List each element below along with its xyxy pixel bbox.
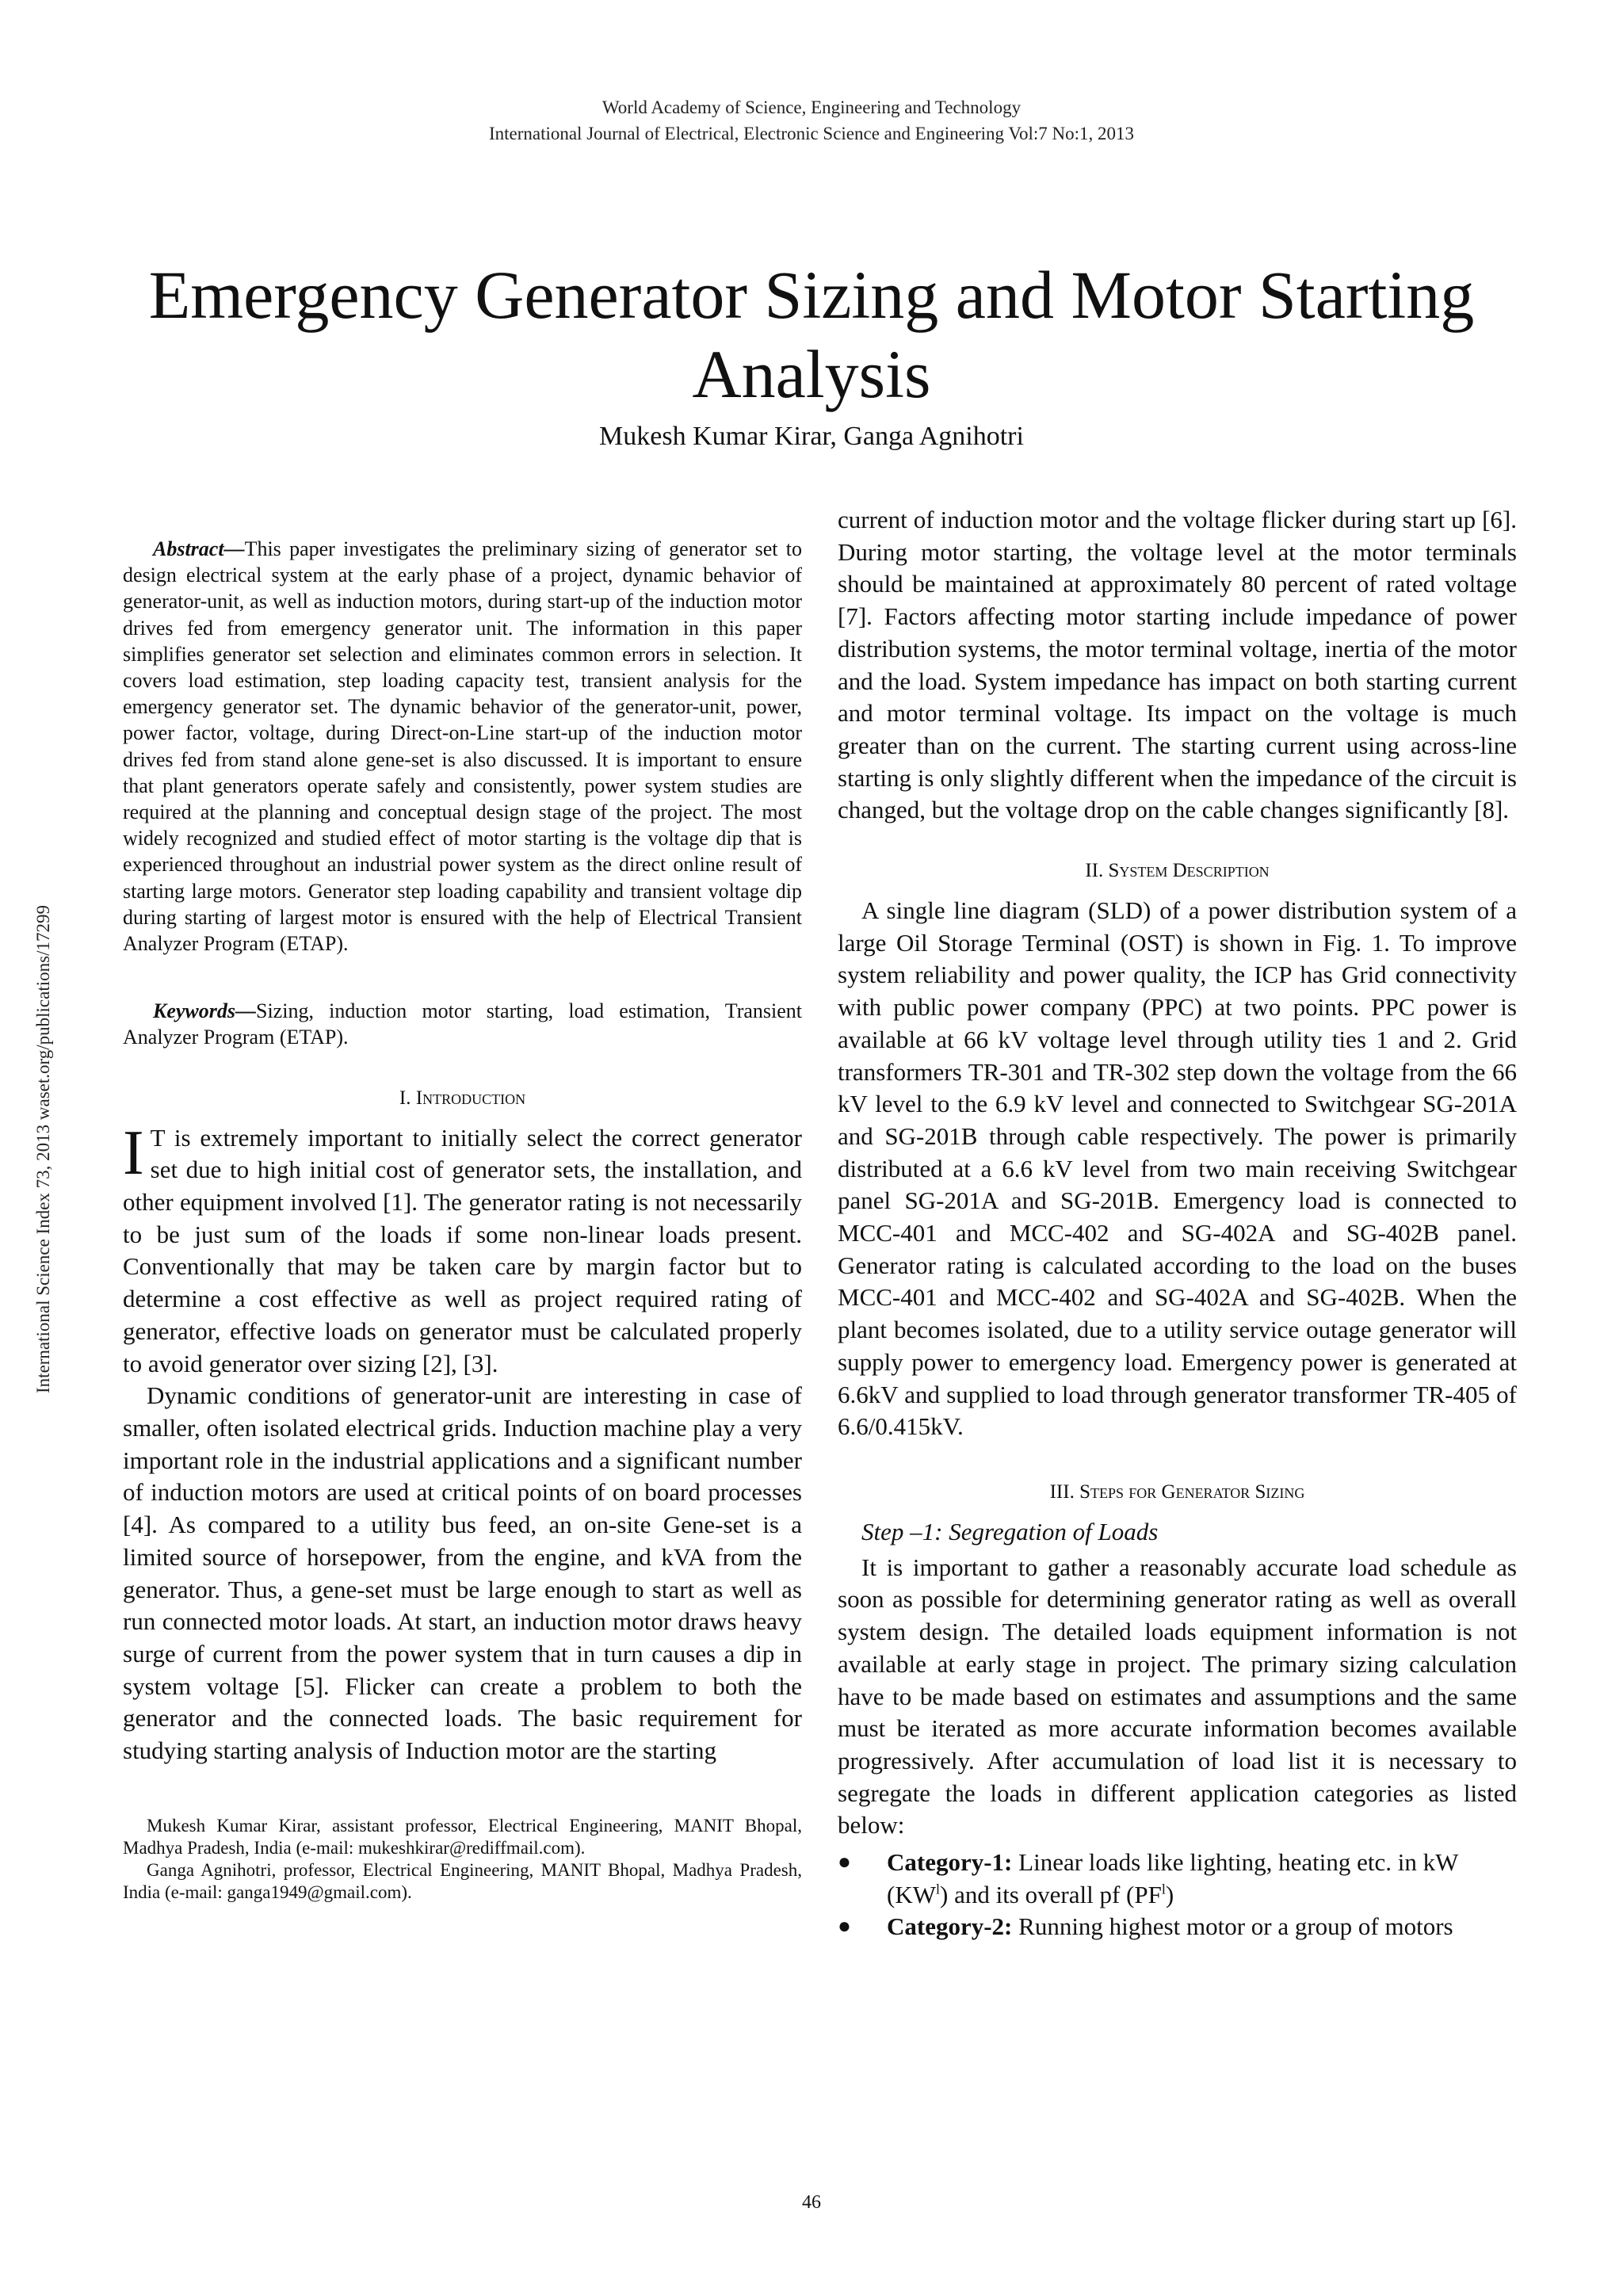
paper-title-line1: Emergency Generator Sizing and Motor Starting bbox=[148, 257, 1475, 333]
category-list bbox=[838, 1847, 1517, 1943]
abstract bbox=[123, 536, 802, 957]
intro-paragraph-1-text: T is extremely important to initially select the correct generator set due to high initial cost of generator sets, the installation, and other equipment involved [1]. The generator rating is not necessarily to be just sum of the loads if some non-linear loads present. Conventionally that may be taken care by margin factor but to determine a cost effective as well as project required rating of generator, effective loads on generator must be calculated properly to avoid generator over sizing [2], [3]. bbox=[123, 1123, 802, 1377]
page-number: 46 bbox=[802, 2192, 821, 2213]
abstract-label: Abstract— bbox=[153, 537, 245, 560]
bullet-icon: ● bbox=[838, 1914, 851, 1939]
footnotes bbox=[123, 1815, 802, 1904]
category-label: Category-2: bbox=[887, 1912, 1013, 1941]
step1-paragraph: It is important to gather a reasonably accurate load schedule as soon as possible for determining generator rating as well as overall system design. The detailed loads equipment information is not available at early stage in project. The primary sizing calculation have to be made based on estimates and assumptions and the same must be iterated as more accurate information becomes available progressively. After accumulation of load list it is necessary to segregate the loads in different application categories as listed below: bbox=[838, 1553, 1517, 1839]
category-label: Category-1: bbox=[887, 1848, 1013, 1877]
intro-continuation: current of induction motor and the voltage flicker during start up [6]. During motor starting, the voltage level at the motor terminals should be maintained at approximately 80 percent of rated voltage [7]. Factors affecting motor starting include impedance of power distribution systems, the motor terminal voltage, inertia of the motor and the load. System impedance has impact on both starting current and motor terminal voltage. Its impact on the voltage is much greater than on the current. The starting current using across-line starting is only slightly different when the impedance of the circuit is changed, but the voltage drop on the cable changes significantly [8]. bbox=[838, 506, 1517, 824]
left-column bbox=[123, 536, 802, 1904]
keywords-label: Keywords— bbox=[153, 999, 256, 1023]
system-description-paragraph: A single line diagram (SLD) of a power distribution system of a large Oil Storage Terminal (OST) is shown in Fig. 1. To improve system reliability and power quality, the ICP has Grid connectivity with public power company (PPC) at two points. PPC power is available at 66 kV voltage level through utility ties 1 and 2. Grid transformers TR-301 and TR-302 step down the voltage from the 66 kV level to the 6.9 kV level and connected to Switchgear SG-201A and SG-201B through cable respectively. The power is primarily distributed at a 6.6 kV level from two main receiving Switchgear panel SG-201A and SG-201B. Emergency load is connected to MCC-401 and MCC-402 and SG-402A and SG-402B panel. Generator rating is calculated according to the load on the buses MCC-401 and MCC-402 and SG-402A and SG-402B. When the plant becomes isolated, due to a utility service outage generator will supply power to emergency load. Emergency power is generated at 6.6kV and supplied to load through generator transformer TR-405 of 6.6/0.415kV. bbox=[838, 896, 1517, 1441]
drop-cap: I bbox=[123, 1117, 144, 1188]
section-heading-generator-sizing: III. Steps for Generator Sizing bbox=[1049, 1480, 1305, 1503]
section-heading-system-description: II. System Description bbox=[1085, 860, 1270, 882]
footnote-author-1: Mukesh Kumar Kirar, assistant professor, Electrical Engineering, MANIT Bhopal, Madhya Pradesh, India (e-mail: mukeshkirar@rediffmail.com). bbox=[123, 1815, 802, 1858]
keywords-text: Sizing, induction motor starting, load estimation, Transient Analyzer Program (ETAP). bbox=[123, 999, 802, 1049]
superscript: l bbox=[1161, 1881, 1166, 1897]
category-text: ) bbox=[1165, 1880, 1174, 1908]
intro-paragraph-2: Dynamic conditions of generator-unit are interesting in case of smaller, often isolated electrical grids. Induction machine play a very important role in the industrial applications and a significant number of induction motors are used at critical points of on board processes [4]. As compared to a utility bus feed, an on-site Gene-set is a limited source of horsepower, from the engine, and kVA from the generator. Thus, a gene-set must be large enough to start as well as run connected motor loads. At start, an induction motor draws heavy surge of current from the power system that in turn causes a dip in system voltage [5]. Flicker can create a problem to both the generator and the connected loads. The basic requirement for studying starting analysis of Induction motor are the starting bbox=[123, 1381, 802, 1765]
authors: Mukesh Kumar Kirar, Ganga Agnihotri bbox=[599, 422, 1024, 451]
paper-title-line2: Analysis bbox=[692, 336, 931, 412]
sidebar-citation: International Science Index 73, 2013 waset.org/publications/17299 bbox=[33, 905, 53, 1393]
right-column bbox=[838, 504, 1517, 1943]
section-heading-introduction: I. Introduction bbox=[399, 1087, 526, 1109]
list-item bbox=[838, 1847, 1517, 1911]
intro-paragraph-1 bbox=[123, 1117, 802, 1381]
abstract-text: This paper investigates the preliminary sizing of generator set to design electrical system at the early phase of a project, dynamic behavior of generator-unit, as well as induction motors, during start-up of the induction motor drives fed from emergency generator unit. The information in this paper simplifies generator set selection and eliminates common errors in selection. It covers load estimation, step loading capacity test, transient analysis for the emergency generator set. The dynamic behavior of the generator-unit, power, power factor, voltage, during Direct-on-Line start-up of the induction motor drives fed from stand alone gene-set is also discussed. It is important to ensure that plant generators operate safely and consistently, power system studies are required at the planning and conceptual design stage of the project. The most widely recognized and studied effect of motor starting is the voltage dip that is experienced throughout an industrial power system as the direct online result of starting large motors. Generator step loading capability and transient voltage dip during starting of largest motor is ensured with the help of Electrical Transient Analyzer Program (ETAP). bbox=[123, 537, 802, 956]
category-text: Running highest motor or a group of motors bbox=[1012, 1912, 1453, 1941]
journal-header-line2: International Journal of Electrical, Electronic Science and Engineering Vol:7 No:1, 2013 bbox=[488, 124, 1135, 143]
journal-header-line1: World Academy of Science, Engineering and Technology bbox=[601, 97, 1022, 117]
category-text: Linear loads like lighting, heating etc. in kW (KW bbox=[887, 1848, 1458, 1908]
step1-heading: Step –1: Segregation of Loads bbox=[861, 1517, 1159, 1545]
superscript: l bbox=[935, 1881, 940, 1897]
list-item bbox=[838, 1911, 1517, 1943]
category-text: ) and its overall pf (PF bbox=[940, 1880, 1162, 1908]
keywords bbox=[123, 998, 802, 1050]
paper-title bbox=[79, 255, 1544, 414]
footnote-author-2: Ganga Agnihotri, professor, Electrical Engineering, MANIT Bhopal, Madhya Pradesh, India (e-mail: ganga1949@gmail.com). bbox=[123, 1859, 802, 1902]
bullet-icon: ● bbox=[838, 1850, 851, 1875]
